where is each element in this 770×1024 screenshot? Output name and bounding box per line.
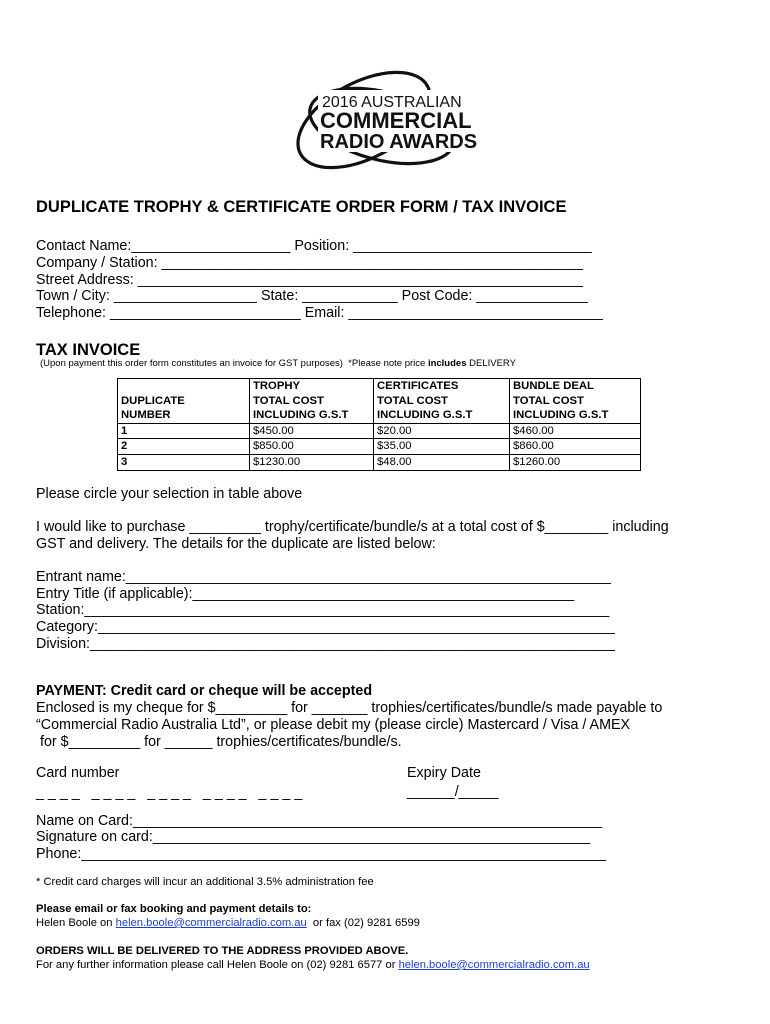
card-field[interactable]: Signature on card:_______________________________________________________: [36, 829, 591, 845]
table-cell[interactable]: 2: [118, 439, 250, 455]
expiry-date-label: Expiry Date: [407, 765, 481, 781]
delivery-line: [36, 959, 590, 972]
contact-field[interactable]: Company / Station: _____________________________________________________: [36, 255, 583, 271]
table-cell[interactable]: $48.00: [374, 454, 510, 470]
table-row[interactable]: [118, 439, 641, 455]
contact-prefix: Helen Boole on: [36, 917, 116, 929]
contact-heading: Please email or fax booking and payment details to:: [36, 903, 312, 915]
fee-note: * Credit card charges will incur an additional 3.5% administration fee: [36, 876, 374, 888]
card-field[interactable]: Phone:__________________________________________________________________: [36, 846, 607, 862]
contact-suffix: or fax (02) 9281 6599: [306, 917, 420, 929]
table-header-cell: DUPLICATE NUMBER: [118, 379, 250, 424]
page-title: DUPLICATE TROPHY & CERTIFICATE ORDER FORM / TAX INVOICE: [36, 198, 567, 216]
payment-line[interactable]: for $_________ for ______ trophies/certificates/bundle/s.: [36, 734, 402, 750]
table-cell[interactable]: $460.00: [510, 423, 641, 439]
tax-invoice-note: [40, 358, 516, 370]
tax-note-bold: includes: [427, 358, 467, 369]
entrant-field[interactable]: Category:_________________________________________________________________: [36, 619, 615, 635]
tax-note-suffix: DELIVERY: [466, 358, 516, 369]
contact-line: [36, 917, 420, 930]
logo-year-line: 2016 AUSTRALIAN: [322, 94, 462, 111]
email-link[interactable]: helen.boole@commercialradio.com.au: [115, 917, 307, 929]
logo-line-commercial: COMMERCIAL: [320, 108, 472, 133]
delivery-prefix: For any further information please call Helen Boole on (02) 9281 6577 or: [36, 959, 399, 971]
table-row[interactable]: [118, 454, 641, 470]
price-table: [117, 378, 641, 471]
expiry-date-field[interactable]: ______/_____: [407, 784, 499, 800]
email-link[interactable]: helen.boole@commercialradio.com.au: [398, 959, 590, 971]
awards-logo: [286, 68, 486, 178]
payment-heading: PAYMENT: Credit card or cheque will be accepted: [36, 683, 373, 699]
card-number-field[interactable]: _ _ _ _ _ _ _ _ _ _ _ _ _ _ _ _ _ _ _ _: [36, 785, 303, 801]
table-cell[interactable]: $35.00: [374, 439, 510, 455]
table-cell[interactable]: $1230.00: [250, 454, 374, 470]
logo-line-radio-awards: RADIO AWARDS: [320, 131, 478, 153]
table-cell[interactable]: $850.00: [250, 439, 374, 455]
delivery-heading: ORDERS WILL BE DELIVERED TO THE ADDRESS PROVIDED ABOVE.: [36, 945, 409, 957]
payment-line[interactable]: Enclosed is my cheque for $_________ for _______ trophies/certificates/bundle/s made payable to: [36, 700, 663, 716]
contact-field[interactable]: Telephone: ________________________ Email: ________________________________: [36, 305, 603, 321]
entrant-field[interactable]: Division:__________________________________________________________________: [36, 636, 615, 652]
table-cell[interactable]: $1260.00: [510, 454, 641, 470]
table-row[interactable]: [118, 423, 641, 439]
table-cell[interactable]: $450.00: [250, 423, 374, 439]
purchase-line: GST and delivery. The details for the duplicate are listed below:: [36, 536, 436, 552]
entrant-field[interactable]: Station:__________________________________________________________________: [36, 602, 610, 618]
tax-note-prefix: (Upon payment this order form constitutes an invoice for GST purposes) *Please note price: [40, 358, 428, 369]
table-header-cell: TROPHY TOTAL COST INCLUDING G.S.T: [250, 379, 374, 424]
purchase-line[interactable]: I would like to purchase _________ trophy/certificate/bundle/s at a total cost of $________ including: [36, 519, 669, 535]
table-cell[interactable]: $860.00: [510, 439, 641, 455]
contact-field[interactable]: Street Address: ________________________________________________________: [36, 272, 583, 288]
payment-line[interactable]: “Commercial Radio Australia Ltd”, or please debit my (please circle) Mastercard / Visa / AMEX: [36, 717, 631, 733]
table-cell[interactable]: 3: [118, 454, 250, 470]
entrant-field[interactable]: Entrant name:_____________________________________________________________: [36, 569, 611, 585]
contact-field[interactable]: Contact Name:____________________ Position: ______________________________: [36, 238, 592, 254]
table-header-cell: BUNDLE DEAL TOTAL COST INCLUDING G.S.T: [510, 379, 641, 424]
card-number-label: Card number: [36, 765, 120, 781]
contact-field[interactable]: Town / City: __________________ State: ____________ Post Code: ______________: [36, 288, 588, 304]
table-header-row: [118, 379, 641, 424]
tax-invoice-heading: TAX INVOICE: [36, 341, 141, 359]
entrant-field[interactable]: Entry Title (if applicable):________________________________________________: [36, 586, 575, 602]
card-field[interactable]: Name on Card:___________________________________________________________: [36, 813, 603, 829]
table-cell[interactable]: $20.00: [374, 423, 510, 439]
table-header-cell: CERTIFICATES TOTAL COST INCLUDING G.S.T: [374, 379, 510, 424]
table-cell[interactable]: 1: [118, 423, 250, 439]
circle-selection-note: Please circle your selection in table above: [36, 486, 303, 502]
